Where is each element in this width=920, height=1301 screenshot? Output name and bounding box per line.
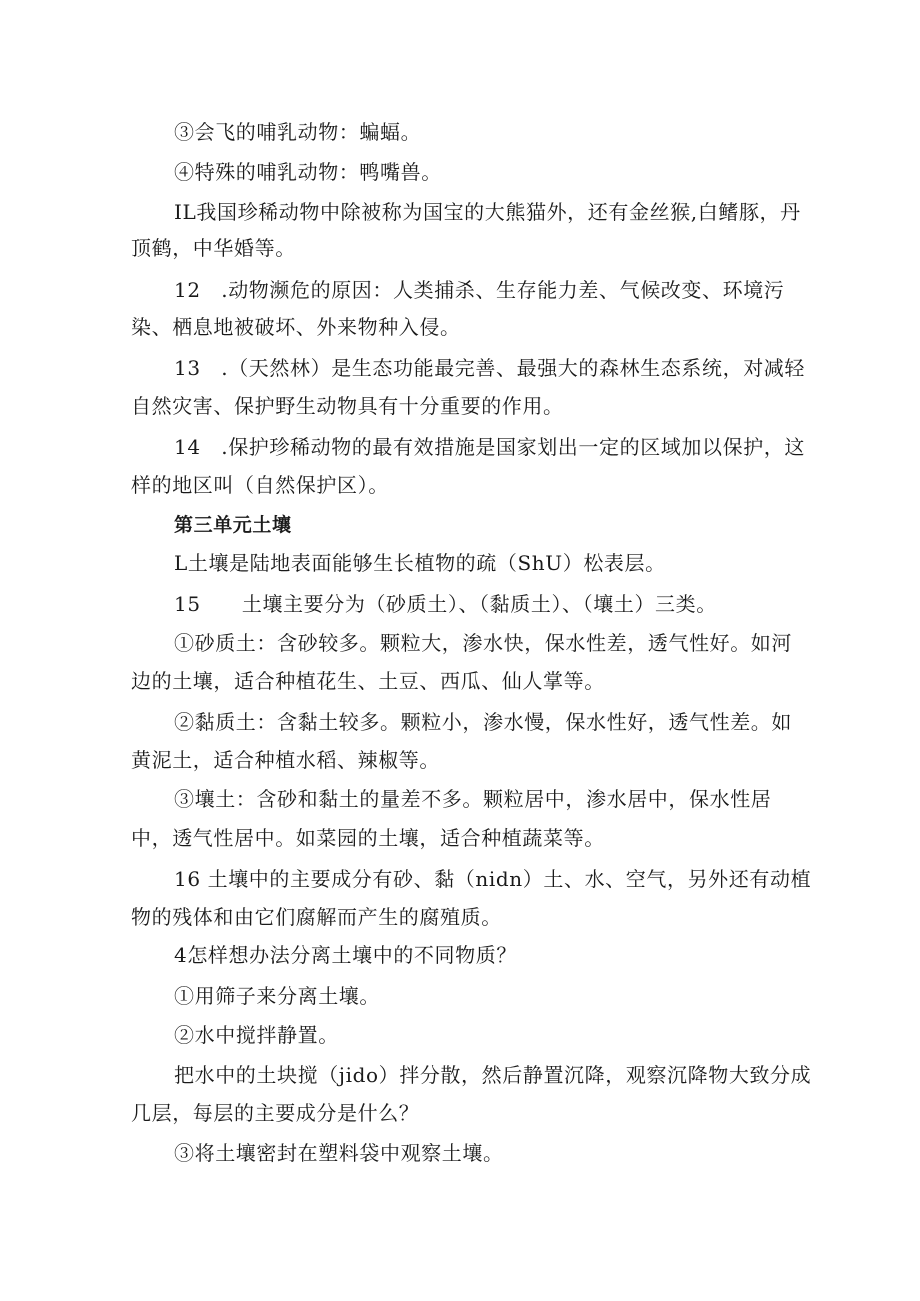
paragraph-line: 13 .（天然林）是生态功能最完善、最强大的森林生态系统，对减轻 <box>174 356 806 380</box>
paragraph-line: 14 .保护珍稀动物的最有效措施是国家划出一定的区域加以保护，这 <box>174 435 806 459</box>
paragraph-line: 几层，每层的主要成分是什么？ <box>131 1101 420 1125</box>
paragraph-line: 15 土壤主要分为（砂质土）、（黏质土）、（壤土）三类。 <box>174 592 717 616</box>
paragraph-line: 顶鹤，中华婚等。 <box>131 236 296 260</box>
paragraph-line: ②水中搅拌静置。 <box>174 1023 339 1047</box>
paragraph-line: 染、栖息地被破坏、外来物种入侵。 <box>131 315 461 339</box>
paragraph-line: 物的残体和由它们腐解而产生的腐殖质。 <box>131 905 502 929</box>
paragraph-line: 4怎样想办法分离土壤中的不同物质？ <box>174 943 517 967</box>
paragraph-line: 样的地区叫（自然保护区）。 <box>131 473 389 497</box>
paragraph-line: 中，透气性居中。如菜园的土壤，适合种植蔬菜等。 <box>131 826 605 850</box>
paragraph-line: 边的土壤，适合种植花生、土豆、西瓜、仙人掌等。 <box>131 669 605 693</box>
paragraph-line: ①砂质土：含砂较多。颗粒大，渗水快，保水性差，透气性好。如河 <box>174 631 792 655</box>
paragraph-line: 12 .动物濒危的原因：人类捕杀、生存能力差、气候改变、环境污 <box>174 278 785 302</box>
paragraph-line: ②黏质土：含黏土较多。颗粒小，渗水慢，保水性好，透气性差。如 <box>174 710 792 734</box>
paragraph-line: ③壤土：含砂和黏土的量差不多。颗粒居中，渗水居中，保水性居 <box>174 787 772 811</box>
paragraph-line: ④特殊的哺乳动物：鸭嘴兽。 <box>174 160 442 184</box>
paragraph-line: IL我国珍稀动物中除被称为国宝的大熊猫外，还有金丝猴,白鳍豚，丹 <box>174 200 801 224</box>
paragraph-line: ①用筛子来分离土壤。 <box>174 984 380 1008</box>
paragraph-line: 自然灾害、保护野生动物具有十分重要的作用。 <box>131 394 564 418</box>
paragraph-line: L土壤是陆地表面能够生长植物的疏（ShU）松表层。 <box>174 551 666 575</box>
paragraph-line: 把水中的土块搅（jido）拌分散，然后静置沉降，观察沉降物大致分成 <box>174 1063 812 1087</box>
paragraph-line: 黄泥土，适合种植水稻、辣椒等。 <box>131 748 440 772</box>
section-heading: 第三单元土壤 <box>174 514 292 536</box>
paragraph-line: ③会飞的哺乳动物：蝙蝠。 <box>174 120 422 144</box>
paragraph-line: 16 土壤中的主要成分有砂、黏（nidn）土、水、空气，另外还有动植 <box>174 867 812 891</box>
paragraph-line: ③将土壤密封在塑料袋中观察土壤。 <box>174 1141 504 1165</box>
